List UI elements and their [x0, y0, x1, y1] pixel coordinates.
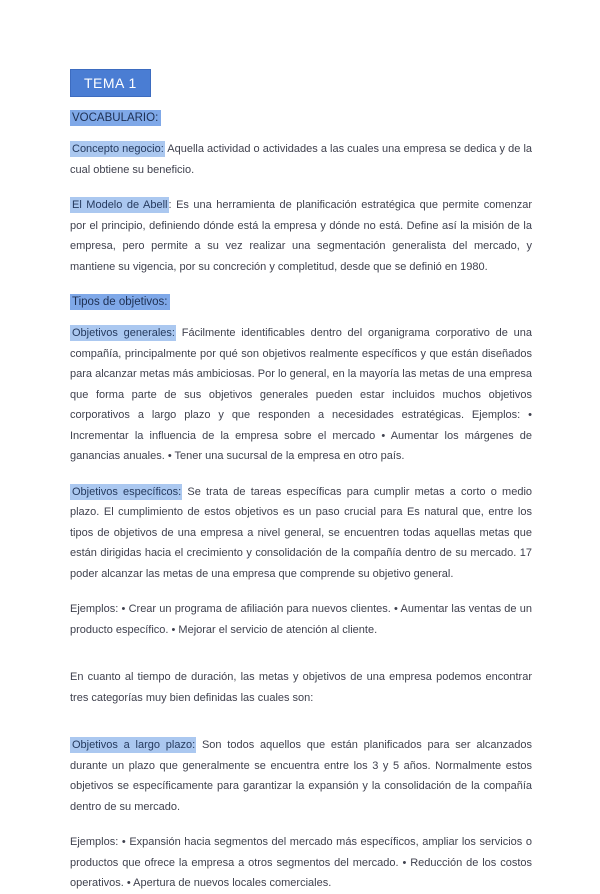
term-highlight-objetivos-generales: Objetivos generales:: [72, 327, 175, 339]
paragraph-modelo-abell: [70, 195, 532, 277]
term-suffix: :: [168, 199, 172, 211]
vocabulary-section-label: VOCABULARIO:: [70, 110, 161, 126]
term-highlight-objetivos-especificos: Objetivos específicos:: [72, 485, 182, 498]
paragraph-objetivos-especificos: [70, 482, 532, 585]
paragraph-objetivos-generales: [70, 323, 532, 467]
term-highlight-concepto-negocio: Concepto negocio:: [72, 143, 164, 155]
types-section-label: Tipos de objetivos:: [70, 294, 170, 310]
body-text: Son todos aquellos que están planificados para ser alcanzados durante un plazo que generalmente se encuentra entre los 3 y 5 años. Normalmente estos objetivos se específicamente para garantizar la expansión y la consolidación de la compañía dentro de su mercado.: [70, 739, 533, 813]
body-text: Aquella actividad o actividades a las cuales una empresa se dedica y de la cual obtiene su beneficio.: [70, 143, 533, 176]
paragraph-ejemplos-especificos: [70, 599, 532, 640]
body-text: Se trata de tareas específicas para cumplir metas a corto o medio plazo. El cumplimiento de estos objetivos es un paso crucial para Es natural que, entre los tipos de objetivos de una empresa a nivel general, se encuentren todas aquellas metas que están dirigidas hacia el crecimiento y consolidación de la compañía dentro de su mercado. 17 poder alcanzar las metas de una empresa que comprende su objetivo general.: [70, 485, 533, 580]
vocabulary-label-row: [70, 108, 532, 139]
body-text: En cuanto al tiempo de duración, las metas y objetivos de una empresa podemos encontrar tres categorías muy bien definidas las cuales son:: [70, 671, 532, 704]
paragraph-ejemplos-largo-plazo: [70, 832, 532, 894]
topic-title-chip: TEMA 1: [70, 69, 151, 97]
paragraph-duracion-intro: [70, 667, 532, 708]
title-chip-row: [70, 69, 532, 108]
body-text: Fácilmente identificables dentro del organigrama corporativo de una compañía, principalmente por qué son objetivos realmente específicos y que están diseñados para alcanzar metas más ambiciosas. Por lo general, en la mayoría las metas de una empresa que forma parte de sus objetivos generales pueden estar incluidos muchos objetivos corporativos a largo plazo y que responden a necesidades estratégicas. Ejemplos: • Incrementar la influencia de la empresa sobre el mercado • Aumentar los márgenes de ganancias anuales. • Tener una sucursal de la empresa en otro país.: [70, 327, 532, 462]
paragraph-concepto-negocio: [70, 139, 532, 180]
term-highlight-objetivos-largo-plazo: Objetivos a largo plazo:: [72, 739, 196, 751]
body-text: Ejemplos: • Crear un programa de afiliación para nuevos clientes. • Aumentar las ventas de un producto específico. • Mejorar el servicio de atención al cliente.: [70, 603, 532, 636]
body-text: Es una herramienta de planificación estratégica que permite comenzar por el principio, definiendo dónde está la empresa y dónde no está. Define así la misión de la empresa, pero permite a su vez realizar una segmentación generalista del mercado, y mantiene su vigencia, por su concreción y completitud, desde que se definió en 1980.: [70, 199, 532, 273]
term-highlight-modelo-abell: El Modelo de Abell: [72, 199, 168, 211]
paragraph-objetivos-largo-plazo: [70, 735, 532, 817]
body-text: Ejemplos: • Expansión hacia segmentos del mercado más específicos, ampliar los servicios o productos que ofrece la empresa a otros segmentos del mercado. • Reducción de los costos operativos. • Apertura de nuevos locales comerciales.: [70, 836, 532, 889]
types-label-row: [70, 292, 532, 323]
